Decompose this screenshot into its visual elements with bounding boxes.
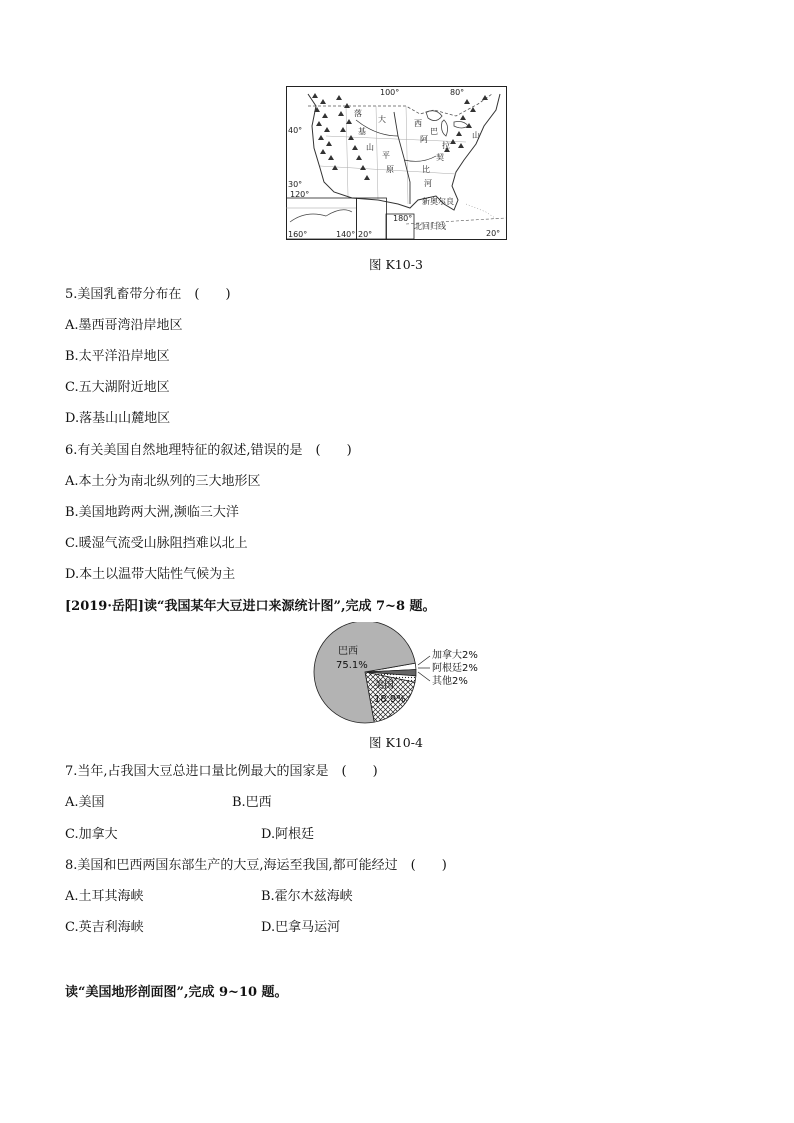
- map-label-appal-3: 拉: [442, 141, 450, 150]
- question-5-option-d: D.落基山山麓地区: [65, 411, 171, 426]
- map-label-plains-2: 平: [382, 151, 390, 160]
- map-label-lon180: 180°: [393, 214, 413, 223]
- question-8-option-a: A.土耳其海峡: [65, 889, 144, 904]
- pie-value-brazil: 75.1%: [336, 660, 368, 671]
- pie-leader-canada: [418, 656, 430, 665]
- map-label-rocky-1: 落: [354, 109, 362, 118]
- question-6-option-c: C.暖湿气流受山脉阻挡难以北上: [65, 536, 248, 551]
- question-6-stem: 6.有关美国自然地理特征的叙述,错误的是 ( ): [65, 443, 352, 458]
- map-label-tropic: 北回归线: [414, 222, 446, 231]
- figure-caption-k10-4: 图 K10-4: [369, 735, 423, 750]
- us-terrain-map-svg: [286, 86, 507, 240]
- soybean-import-pie-chart: [308, 622, 488, 730]
- map-label-lon100: 100°: [380, 88, 400, 97]
- pie-label-other: 其他2%: [432, 676, 468, 687]
- map-label-lon20: 20°: [358, 230, 373, 239]
- question-5-option-b: B.太平洋沿岸地区: [65, 349, 170, 364]
- intro-questions-7-8: [2019·岳阳]读“我国某年大豆进口来源统计图”,完成 7~8 题。: [65, 599, 436, 614]
- map-label-rocky-3: 山: [366, 143, 374, 152]
- pie-label-usa: 美国: [374, 680, 394, 691]
- pie-chart-svg: [308, 622, 488, 730]
- question-5-option-a: A.墨西哥湾沿岸地区: [65, 318, 183, 333]
- map-label-appal-5: 山: [472, 131, 480, 140]
- question-7-option-c: C.加拿大: [65, 827, 118, 842]
- pie-value-usa: 18.9%: [374, 694, 406, 705]
- map-label-appal-4: 契: [436, 153, 444, 162]
- question-6-option-b: B.美国地跨两大洲,濒临三大洋: [65, 505, 239, 520]
- question-8-stem: 8.美国和巴西两国东部生产的大豆,海运至我国,都可能经过 ( ): [65, 858, 447, 873]
- map-label-lon160: 160°: [288, 230, 308, 239]
- question-7-option-a: A.美国: [65, 795, 105, 810]
- map-label-plains-3: 原: [386, 165, 394, 174]
- map-label-appal-2: 巴: [430, 127, 438, 136]
- map-label-lat40: 40°: [288, 126, 303, 135]
- question-5-stem: 5.美国乳畜带分布在 ( ): [65, 287, 231, 302]
- map-label-river-2: 比: [422, 165, 430, 174]
- question-5-option-c: C.五大湖附近地区: [65, 380, 170, 395]
- map-label-lon80: 80°: [450, 88, 465, 97]
- pie-label-argentina: 阿根廷2%: [432, 663, 478, 674]
- question-7-stem: 7.当年,占我国大豆总进口量比例最大的国家是 ( ): [65, 764, 378, 779]
- question-8-option-d: D.巴拿马运河: [261, 920, 341, 935]
- map-label-lat20: 20°: [486, 229, 501, 238]
- question-6-option-a: A.本土分为南北纵列的三大地形区: [65, 474, 261, 489]
- question-7-option-b: B.巴西: [232, 795, 272, 810]
- map-label-appal-1: 阿: [420, 135, 428, 144]
- pie-leader-other: [418, 672, 430, 681]
- map-label-new-orleans: 新奥尔良: [422, 197, 454, 206]
- pie-label-brazil: 巴西: [338, 646, 358, 657]
- us-terrain-map: [286, 86, 507, 240]
- question-6-option-d: D.本土以温带大陆性气候为主: [65, 567, 236, 582]
- question-8-option-c: C.英吉利海峡: [65, 920, 144, 935]
- map-label-lon140: 140°: [336, 230, 356, 239]
- map-label-river-1: 西: [414, 119, 422, 128]
- pie-label-canada: 加拿大2%: [432, 650, 478, 661]
- map-label-rocky-2: 基: [358, 127, 366, 136]
- map-label-plains-1: 大: [378, 115, 386, 124]
- map-label-river-3: 河: [424, 179, 432, 188]
- map-label-lon120: 120°: [290, 190, 310, 199]
- map-label-lat30: 30°: [288, 180, 303, 189]
- question-7-option-d: D.阿根廷: [261, 827, 315, 842]
- question-8-option-b: B.霍尔木兹海峡: [261, 889, 353, 904]
- intro-questions-9-10: 读“美国地形剖面图”,完成 9~10 题。: [65, 985, 288, 1000]
- figure-caption-k10-3: 图 K10-3: [369, 257, 423, 272]
